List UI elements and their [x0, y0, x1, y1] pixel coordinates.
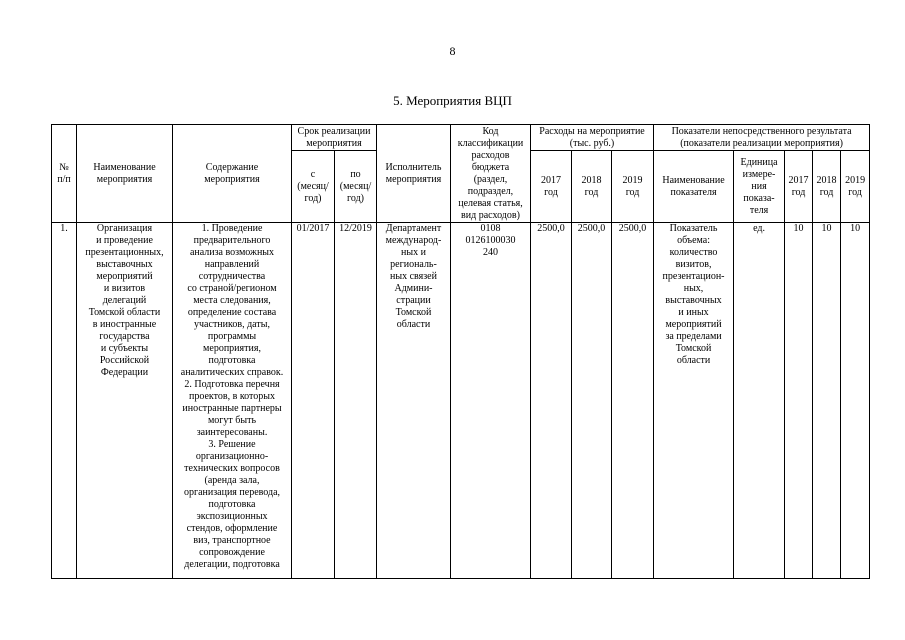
section-title: 5. Мероприятия ВЦП [393, 93, 512, 108]
row-indicator-name: Показатель объема: количество визитов, презентацион- ных, выставочных и иных мероприятий за пределами Томской области [654, 223, 734, 579]
row-ind-2018: 10 [813, 223, 841, 579]
row-exp-2019: 2500,0 [612, 223, 654, 579]
row-period-to: 12/2019 [335, 223, 377, 579]
row-period-from: 01/2017 [292, 223, 335, 579]
header-exp-2019: 2019 год [612, 151, 654, 223]
header-exp-2017: 2017 год [531, 151, 572, 223]
table-row [52, 223, 870, 579]
row-name: Организация и проведение презентационных, выставочных мероприятий и визитов делегаций Томской области в иностранные государства и субъекты Российской Федерации [77, 223, 173, 579]
row-indicator-unit: ед. [734, 223, 785, 579]
row-exp-2018: 2500,0 [572, 223, 612, 579]
measures-table [51, 124, 870, 579]
header-indicator-unit: Единица измере- ния показа- теля [734, 151, 785, 223]
header-content: Содержание мероприятия [173, 125, 292, 223]
header-executor: Исполнитель мероприятия [377, 125, 451, 223]
header-budget-code: Код классификации расходов бюджета (раздел, подраздел, целевая статья, вид расходов) [451, 125, 531, 223]
header-name: Наименование мероприятия [77, 125, 173, 223]
header-indicators: Показатели непосредственного результата (показатели реализации мероприятия) [654, 125, 870, 151]
page-number: 8 [449, 44, 456, 58]
header-num: № п/п [52, 125, 77, 223]
row-ind-2019: 10 [841, 223, 870, 579]
row-budget-code: 0108 0126100030 240 [451, 223, 531, 579]
header-ind-2017: 2017 год [785, 151, 813, 223]
header-exp-2018: 2018 год [572, 151, 612, 223]
row-content: 1. Проведение предварительного анализа возможных направлений сотрудничества со страной/регионом места следования, определение состава участников, даты, программы мероприятия, подготовка аналитических справок. 2. Подготовка перечня проектов, в которых иностранные партнеры могут быть заинтересованы. 3. Решение организационно- технических вопросов (аренда зала, организация перевода, подготовка экспозиционных стендов, оформление виз, транспортное сопровождение делегации, подготовка [173, 223, 292, 579]
header-expenses: Расходы на мероприятие (тыс. руб.) [531, 125, 654, 151]
row-exp-2017: 2500,0 [531, 223, 572, 579]
header-ind-2019: 2019 год [841, 151, 870, 223]
header-indicator-name: Наименование показателя [654, 151, 734, 223]
header-period: Срок реализации мероприятия [292, 125, 377, 151]
header-period-from: с (месяц/ год) [292, 151, 335, 223]
header-period-to: по (месяц/ год) [335, 151, 377, 223]
row-ind-2017: 10 [785, 223, 813, 579]
row-num: 1. [52, 223, 77, 579]
row-executor: Департамент международ- ных и региональ- ных связей Админи- страции Томской области [377, 223, 451, 579]
header-ind-2018: 2018 год [813, 151, 841, 223]
